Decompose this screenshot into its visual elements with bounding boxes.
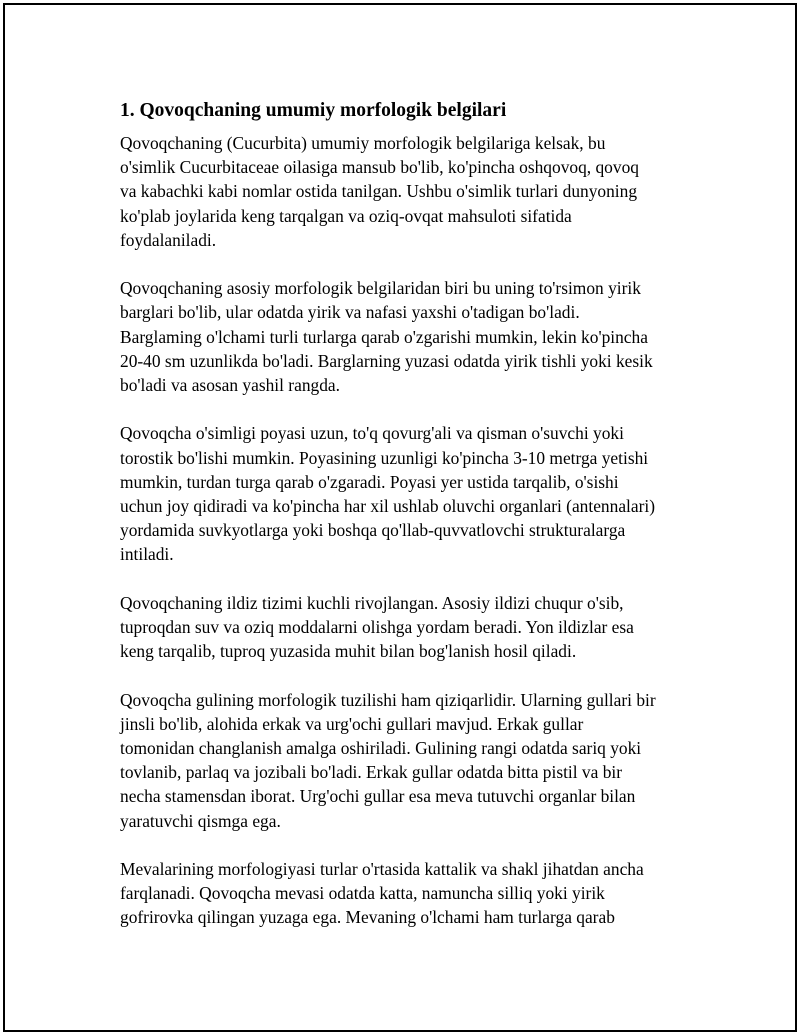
- document-body: [120, 98, 695, 954]
- paragraph-line: Qovoqcha gulining morfologik tuzilishi ham qiziqarlidir. Ularning gullari bir: [120, 689, 656, 710]
- paragraph-line: farqlanadi. Qovoqcha mevasi odatda katta, namuncha silliq yoki yirik: [120, 883, 605, 904]
- paragraph-line: Qovoqchaning asosiy morfologik belgilaridan biri bu uning to'rsimon yirik: [120, 278, 641, 299]
- paragraph-line: keng tarqalib, tuproq yuzasida muhit bilan bog'lanish hosil qiladi.: [120, 641, 577, 662]
- paragraph-line: Qovoqchaning ildiz tizimi kuchli rivojlangan. Asosiy ildizi chuqur o'sib,: [120, 592, 624, 613]
- paragraph-line: tovlanib, parlaq va jozibali bo'ladi. Erkak gullar odatda bitta pistil va bir: [120, 762, 623, 783]
- paragraph: [120, 688, 695, 833]
- paragraph-line: o'simlik Cucurbitaceae oilasiga mansub bo'lib, ko'pincha oshqovoq, qovoq: [120, 157, 639, 178]
- section-heading: 1. Qovoqchaning umumiy morfologik belgilari: [120, 100, 507, 121]
- paragraph-line: yaratuvchi qismga ega.: [120, 810, 281, 831]
- paragraph-line: mumkin, turdan turga qarab o'zgaradi. Poyasi yer ustida tarqalib, o'sishi: [120, 471, 619, 492]
- paragraph: [120, 857, 695, 930]
- paragraph-line: ko'plab joylarida keng tarqalgan va oziq-ovqat mahsuloti sifatida: [120, 205, 572, 226]
- paragraph-line: necha stamensdan iborat. Urg'ochi gullar esa meva tutuvchi organlar bilan: [120, 786, 636, 807]
- paragraph-line: yordamida suvkyotlarga yoki boshqa qo'llab-quvvatlovchi strukturalarga: [120, 520, 626, 541]
- paragraph-line: 20-40 sm uzunlikda bo'ladi. Barglarning yuzasi odatda yirik tishli yoki kesik: [120, 350, 653, 371]
- paragraph-line: tuproqdan suv va oziq moddalarni olishga yordam beradi. Yon ildizlar esa: [120, 617, 634, 638]
- paragraph-line: gofrirovka qilingan yuzaga ega. Mevaning o'lchami ham turlarga qarab: [120, 907, 615, 928]
- paragraph: [120, 131, 695, 252]
- paragraph: [120, 421, 695, 566]
- paragraph-line: uchun joy qidiradi va ko'pincha har xil ushlab oluvchi organlari (antennalari): [120, 496, 655, 517]
- paragraph: [120, 276, 695, 397]
- paragraph-line: Qovoqchaning (Cucurbita) umumiy morfologik belgilariga kelsak, bu: [120, 133, 606, 153]
- paragraph-list: [120, 131, 695, 930]
- paragraph-line: torostik bo'lishi mumkin. Poyasining uzunligi ko'pincha 3-10 metrga yetishi: [120, 447, 649, 468]
- paragraph-line: tomonidan changlanish amalga oshiriladi. Gulining rangi odatda sariq yoki: [120, 738, 642, 759]
- paragraph-line: Barglaming o'lchami turli turlarga qarab o'zgarishi mumkin, lekin ko'pincha: [120, 326, 648, 347]
- paragraph-line: bo'ladi va asosan yashil rangda.: [120, 375, 340, 396]
- paragraph-line: foydalaniladi.: [120, 229, 217, 250]
- paragraph-line: Mevalarining morfologiyasi turlar o'rtasida kattalik va shakl jihatdan ancha: [120, 859, 644, 880]
- page-frame: [3, 3, 797, 1032]
- paragraph-line: intiladi.: [120, 544, 174, 565]
- paragraph-line: jinsli bo'lib, alohida erkak va urg'ochi gullari mavjud. Erkak gullar: [120, 713, 584, 734]
- paragraph: [120, 591, 695, 664]
- paragraph-line: barglari bo'lib, ular odatda yirik va nafasi yaxshi o'tadigan bo'ladi.: [120, 302, 580, 323]
- paragraph-line: Qovoqcha o'simligi poyasi uzun, to'q qovurg'ali va qisman o'suvchi yoki: [120, 423, 624, 444]
- paragraph-line: va kabachki kabi nomlar ostida tanilgan. Ushbu o'simlik turlari dunyoning: [120, 181, 638, 202]
